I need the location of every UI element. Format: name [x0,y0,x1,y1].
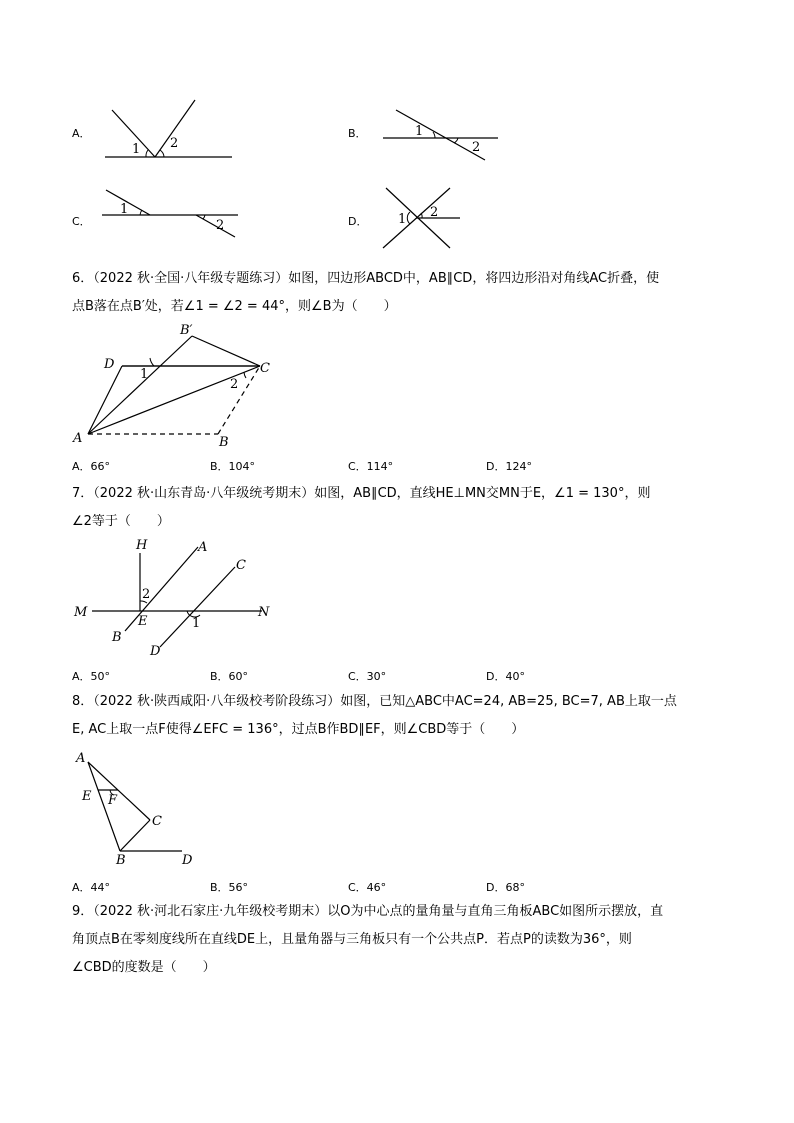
question-9-line-1: 9．（2022 秋·河北石家庄·九年级校考期末）以O为中心点的量角量与直角三角板ABC如图所示摆放，直 [72,904,664,919]
option-c-label: C． [72,215,91,228]
option-b-label: B． [348,127,367,140]
question-8-stem [72,688,732,744]
question-6-angle-1: 1 [140,367,149,382]
question-6-point-bprime: B′ [180,323,193,338]
question-6-choice-d[interactable]: D．124° [486,460,532,473]
question-7-point-n: N [258,605,270,620]
question-6-angle-2: 2 [230,377,239,392]
option-b-figure [380,105,510,165]
option-d-figure [378,183,468,253]
question-6-figure [70,320,290,450]
question-8-line-1: 8．（2022 秋·陕西咸阳·八年级校考阶段练习）如图，已知△ABC中AC=24, AB=25, BC=7, AB上取一点 [72,694,677,709]
option-d-angle-2: 2 [430,205,439,220]
question-8-choice-b[interactable]: B．56° [210,881,249,894]
question-9-line-2: 角顶点B在零刻度线所在直线DE上，且量角器与三角板只有一个公共点P．若点P的读数为36°，则 [72,932,632,947]
question-8-figure [70,748,210,868]
option-d-label: D． [348,215,368,228]
question-6-choice-c[interactable]: C．114° [348,460,394,473]
question-6-stem [72,265,732,321]
question-6-point-c: C [260,361,270,376]
option-c-angle-1: 1 [120,202,129,217]
question-9-line-3: ∠CBD的度数是（ ） [72,960,216,975]
question-7-point-b: B [112,630,122,645]
question-7-choice-d[interactable]: D．40° [486,670,525,683]
question-8-point-b: B [116,853,126,868]
question-7-point-d: D [150,644,161,659]
question-8-point-c: C [152,814,162,829]
question-8-point-d: D [182,853,193,868]
option-a-figure [100,95,240,165]
option-a-angle-1: 1 [132,142,141,157]
option-d-angle-1: 1 [398,212,407,227]
option-c-angle-2: 2 [216,218,225,233]
question-7-line-2: ∠2等于（ ） [72,514,170,529]
question-8-line-2: E, AC上取一点F使得∠EFC = 136°，过点B作BD∥EF，则∠CBD等于（ ） [72,722,525,737]
question-7-point-h: H [136,538,148,553]
question-8-choice-d[interactable]: D．68° [486,881,525,894]
option-c-figure [100,185,245,240]
question-9-stem [72,898,732,982]
question-6-line-2: 点B落在点B′处，若∠1 = ∠2 = 44°，则∠B为（ ） [72,299,397,314]
question-7-point-c: C [236,558,246,573]
question-7-choice-a[interactable]: A．50° [72,670,111,683]
question-6-line-1: 6．（2022 秋·全国·八年级专题练习）如图，四边形ABCD中，AB∥CD，将四边形沿对角线AC折叠，使 [72,271,660,286]
option-a-label: A． [72,127,91,140]
question-8-point-f: F [108,793,118,808]
question-7-figure [70,535,280,660]
question-7-point-e: E [138,614,148,629]
question-7-stem [72,480,732,536]
question-6-point-b: B [219,435,229,450]
question-7-angle-2: 2 [142,587,151,602]
question-8-point-a: A [76,751,86,766]
question-8-choice-a[interactable]: A．44° [72,881,111,894]
option-b-angle-2: 2 [472,140,481,155]
question-7-choice-c[interactable]: C．30° [348,670,387,683]
question-6-choice-a[interactable]: A．66° [72,460,111,473]
question-7-point-m: M [74,605,88,620]
question-7-line-1: 7．（2022 秋·山东青岛·八年级统考期末）如图，AB∥CD，直线HE⊥MN交MN于E，∠1 = 130°，则 [72,486,651,501]
question-8-point-e: E [82,789,92,804]
question-8-choice-c[interactable]: C．46° [348,881,387,894]
question-7-point-a: A [198,540,208,555]
question-7-angle-1: 1 [192,616,201,631]
question-6-choice-b[interactable]: B．104° [210,460,256,473]
question-6-point-d: D [104,357,115,372]
option-b-angle-1: 1 [415,124,424,139]
option-a-angle-2: 2 [170,136,179,151]
question-6-point-a: A [73,431,83,446]
question-7-choice-b[interactable]: B．60° [210,670,249,683]
